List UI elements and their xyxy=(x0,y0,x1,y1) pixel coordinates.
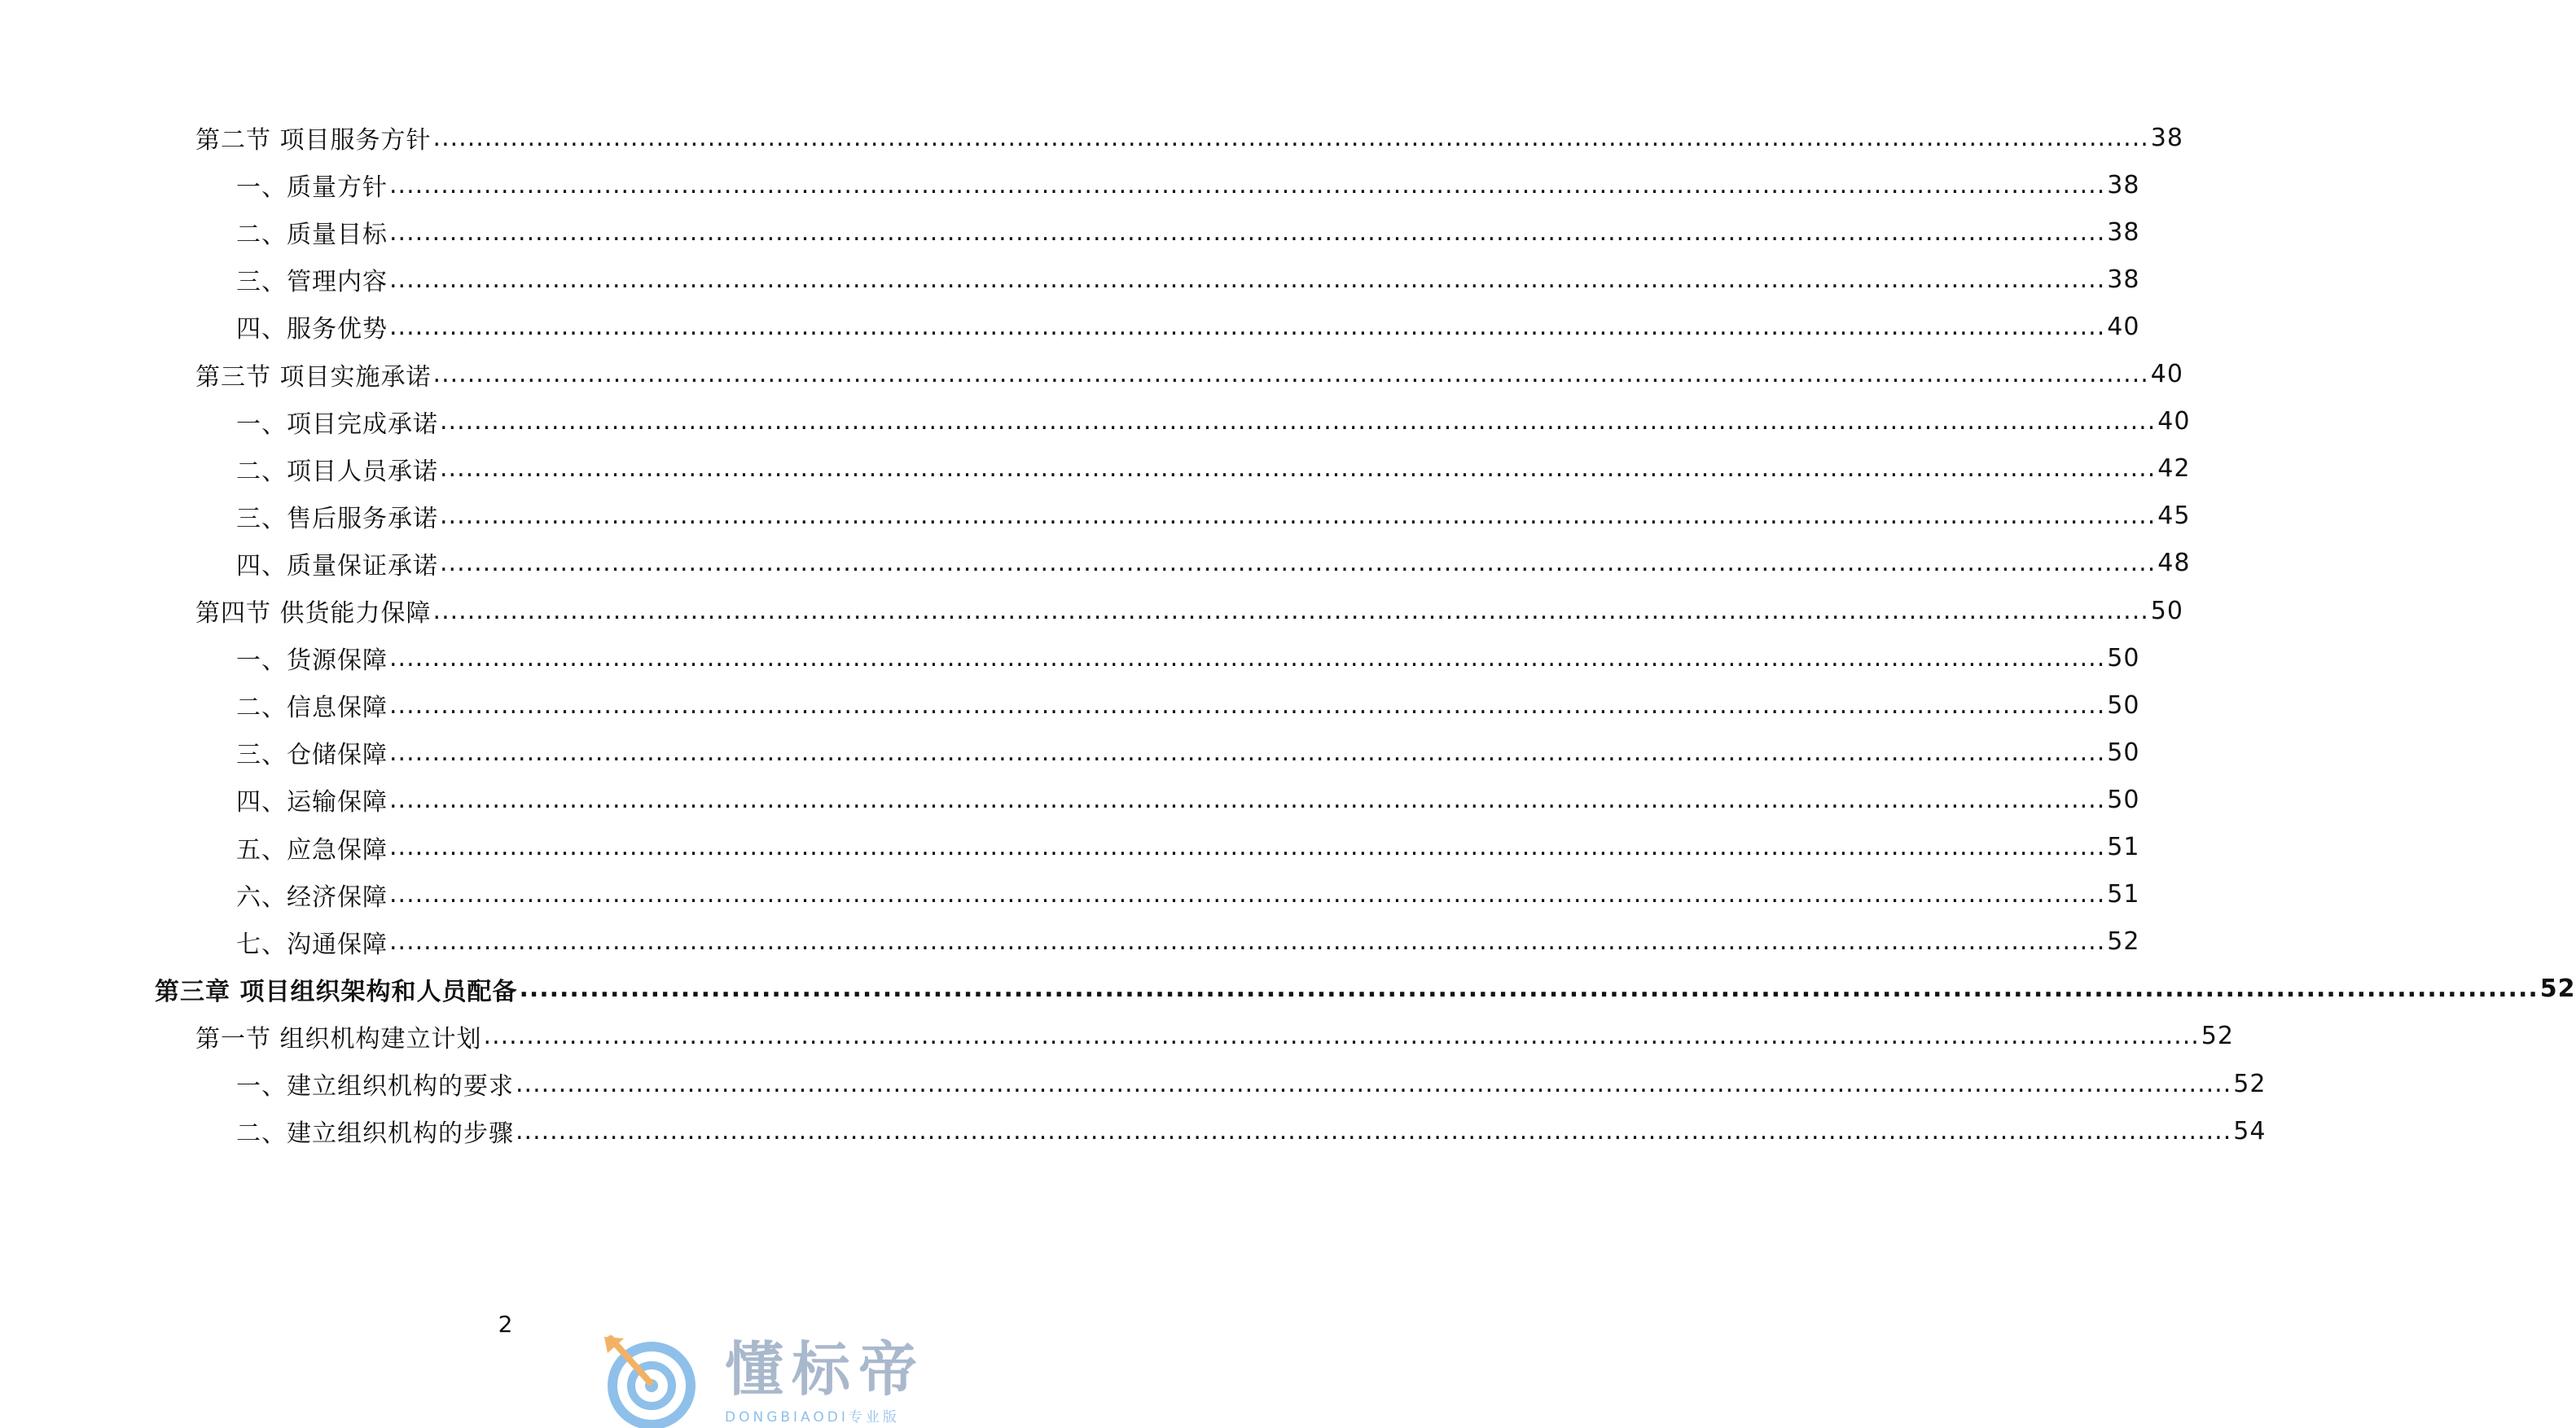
toc-entry[interactable] xyxy=(195,1018,2234,1055)
toc-entry-title: 四、服务优势 xyxy=(236,315,388,344)
watermark-subtitle: DONGBIAODI专业版 xyxy=(725,1409,900,1426)
toc-entry-page: 54 xyxy=(2233,1116,2267,1145)
toc-entry[interactable] xyxy=(236,876,2140,913)
toc-entry-title: 一、项目完成承诺 xyxy=(236,410,438,439)
toc-entry[interactable] xyxy=(236,403,2191,440)
toc-entry-title: 七、沟通保障 xyxy=(236,930,388,959)
toc-entry-title: 第三章 项目组织架构和人员配备 xyxy=(155,977,518,1006)
toc-leader-dots: ........................................................................................................................................................................................................ xyxy=(483,1022,2200,1051)
toc-entry-page: 38 xyxy=(2150,123,2183,152)
toc-entry-title: 四、运输保障 xyxy=(236,788,388,817)
toc-entry[interactable] xyxy=(236,923,2140,961)
toc-entry-page: 51 xyxy=(2107,880,2140,909)
toc-entry-title: 第二节 项目服务方针 xyxy=(195,126,432,155)
toc-entry-page: 50 xyxy=(2107,785,2140,814)
toc-entry-title: 第一节 组织机构建立计划 xyxy=(195,1024,482,1053)
toc-leader-dots: ........................................................................................................................................................................................................ xyxy=(516,1069,2232,1098)
watermark xyxy=(603,1335,994,1425)
toc-leader-dots: ........................................................................................................................................................................................................ xyxy=(432,360,2149,388)
toc-leader-dots: ........................................................................................................................................................................................................ xyxy=(389,170,2106,199)
toc-entry-page: 52 xyxy=(2233,1069,2267,1098)
toc-entry[interactable] xyxy=(236,166,2140,204)
toc-entry-title: 第四节 供货能力保障 xyxy=(195,599,432,628)
toc-entry-page: 40 xyxy=(2157,407,2191,436)
toc-entry-page: 52 xyxy=(2107,927,2140,957)
toc-entry-page: 38 xyxy=(2107,170,2140,199)
toc-entry-title: 一、建立组织机构的要求 xyxy=(236,1072,514,1101)
toc-leader-dots: ........................................................................................................................................................................................................ xyxy=(432,123,2149,152)
toc-entry-page: 50 xyxy=(2107,643,2140,672)
toc-leader-dots: ........................................................................................................................................................................................................ xyxy=(389,690,2106,720)
toc-entry-page: 52 xyxy=(2539,975,2576,1004)
toc-entry-title: 一、质量方针 xyxy=(236,173,388,203)
toc-entry[interactable] xyxy=(236,734,2140,771)
toc-entry-page: 40 xyxy=(2107,312,2140,341)
toc-leader-dots: ........................................................................................................................................................................................................ xyxy=(440,502,2157,531)
toc-leader-dots: ........................................................................................................................................................................................................ xyxy=(389,927,2106,957)
toc-leader-dots: ........................................................................................................................................................................................................ xyxy=(389,833,2106,861)
toc-leader-dots: ........................................................................................................................................................................................................ xyxy=(389,217,2106,247)
toc-entry[interactable] xyxy=(236,781,2140,818)
toc-entry-page: 38 xyxy=(2107,265,2140,294)
toc-leader-dots: ........................................................................................................................................................................................................ xyxy=(389,738,2106,767)
toc-entry-page: 40 xyxy=(2150,360,2183,388)
toc-entry[interactable] xyxy=(236,213,2140,251)
toc-entry-page: 48 xyxy=(2157,549,2191,578)
toc-leader-dots: ........................................................................................................................................................................................................ xyxy=(440,549,2157,578)
toc-entry[interactable] xyxy=(195,592,2183,629)
page-number: 2 xyxy=(498,1311,513,1338)
toc-entry[interactable] xyxy=(236,545,2191,582)
toc-entry-page: 50 xyxy=(2150,596,2183,625)
toc-entry-title: 二、项目人员承诺 xyxy=(236,457,438,486)
toc-entry-page: 42 xyxy=(2157,454,2191,484)
toc-leader-dots: ........................................................................................................................................................................................................ xyxy=(389,265,2106,294)
toc-entry[interactable] xyxy=(195,356,2183,393)
target-arrow-icon xyxy=(603,1335,700,1428)
toc-leader-dots: ........................................................................................................................................................................................................ xyxy=(440,407,2157,436)
toc-entry-title: 二、信息保障 xyxy=(236,694,388,723)
toc-entry-page: 50 xyxy=(2107,738,2140,767)
toc-leader-dots: ........................................................................................................................................................................................................ xyxy=(389,880,2106,909)
toc-entry-page: 52 xyxy=(2201,1022,2234,1051)
toc-leader-dots: ........................................................................................................................................................................................................ xyxy=(389,785,2106,814)
toc-entry-title: 一、货源保障 xyxy=(236,646,388,676)
toc-entry-title: 三、售后服务承诺 xyxy=(236,504,438,533)
toc-entry-title: 三、仓储保障 xyxy=(236,741,388,770)
toc-entry[interactable] xyxy=(236,686,2140,724)
toc-entry[interactable] xyxy=(236,450,2191,488)
toc-entry-title: 六、经济保障 xyxy=(236,883,388,912)
toc-leader-dots: ........................................................................................................................................................................................................ xyxy=(389,312,2106,341)
toc-entry-page: 51 xyxy=(2107,833,2140,861)
toc-entry[interactable] xyxy=(236,829,2140,866)
toc-entry[interactable] xyxy=(155,970,2576,1008)
toc-entry[interactable] xyxy=(236,1112,2267,1150)
toc-entry-title: 二、质量目标 xyxy=(236,221,388,250)
toc-leader-dots: ........................................................................................................................................................................................................ xyxy=(432,596,2149,625)
toc-leader-dots: ........................................................................................................................................................................................................ xyxy=(516,1116,2232,1145)
toc-entry-page: 50 xyxy=(2107,690,2140,720)
watermark-brand: 懂标帝 xyxy=(725,1335,926,1404)
toc-entry-title: 五、应急保障 xyxy=(236,835,388,865)
toc-entry[interactable] xyxy=(236,639,2140,677)
toc-entry-title: 三、管理内容 xyxy=(236,268,388,297)
toc-entry[interactable] xyxy=(236,1065,2267,1102)
toc-entry-page: 38 xyxy=(2107,217,2140,247)
toc-entry-title: 第三节 项目实施承诺 xyxy=(195,362,432,392)
toc-leader-dots: ........................................................................................................................................................................................................ xyxy=(440,454,2157,484)
toc-entry-title: 二、建立组织机构的步骤 xyxy=(236,1119,514,1149)
toc-entry-title: 四、质量保证承诺 xyxy=(236,551,438,580)
toc-entry[interactable] xyxy=(195,119,2183,156)
toc-entry[interactable] xyxy=(236,308,2140,345)
toc-entry[interactable] xyxy=(236,497,2191,535)
toc-leader-dots: ........................................................................................................................................................................................................ xyxy=(389,643,2106,672)
toc-entry-page: 45 xyxy=(2157,502,2191,531)
toc-leader-dots: ........................................................................................................................................................................................................ xyxy=(519,975,2539,1004)
toc-entry[interactable] xyxy=(236,261,2140,298)
